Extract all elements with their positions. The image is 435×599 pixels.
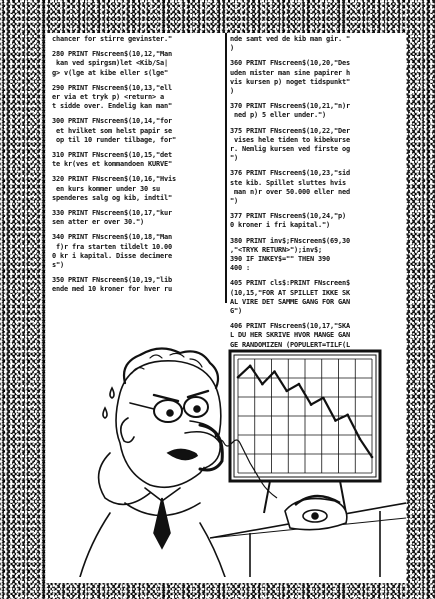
code-line: G") xyxy=(230,307,242,316)
code-line: 350 PRINT FNscreen$(10,19,"lib xyxy=(52,276,172,285)
chart-point xyxy=(310,403,313,406)
code-line: 330 PRINT FNscreen$(10,17,"kur xyxy=(52,209,172,218)
chart-point xyxy=(273,370,276,373)
chart-point xyxy=(261,383,264,386)
chart-point xyxy=(322,396,325,399)
code-line: 290 PRINT FNscreen$(10,13,"ell xyxy=(52,83,172,92)
code-line: 400 : xyxy=(230,264,250,273)
cartoon-man xyxy=(80,348,225,577)
code-line: vises hele tiden to kibekurse xyxy=(230,135,350,144)
code-line: er via et tryk p) <return> a xyxy=(52,93,164,102)
code-line: en kurs kommer under 30 su xyxy=(52,184,160,193)
code-line: 320 PRINT FNscreen$(10,16,"Hvis xyxy=(52,175,176,184)
code-line: ) xyxy=(230,44,234,53)
code-line: AL VIRE DET SAMME GANG FOR GAN xyxy=(230,297,350,306)
code-line: f)r fra starten tildelt 10.00 xyxy=(52,242,172,251)
code-line: 310 PRINT FNscreen$(10,15,"det xyxy=(52,151,172,160)
chart-point xyxy=(249,365,252,368)
code-column-right xyxy=(230,35,402,359)
code-line: 370 PRINT FNscreen$(10,21,"n)r xyxy=(230,102,350,111)
code-line: kan ved spirgsm)let <Kib/Sa| xyxy=(52,59,168,68)
code-line: s") xyxy=(52,261,64,270)
chart-point xyxy=(359,438,362,441)
code-line: GE RANDOMIZEN (POPULERT=TILF(L xyxy=(230,340,350,349)
code-line: nde samt ved de kib man gir. " xyxy=(230,35,350,43)
code-line: r. Nemlig kursen ved firste og xyxy=(230,145,350,154)
code-line: et hvilket som helst papir se xyxy=(52,126,172,135)
code-line: t sidde over. Endelig kan man" xyxy=(52,102,172,111)
chart-point xyxy=(298,383,301,386)
column-divider xyxy=(225,33,227,303)
code-line: ste kib. Spillet sluttes hvis xyxy=(230,178,346,187)
code-line: ") xyxy=(230,197,238,206)
code-line: g> v(lge at kibe eller s(lge" xyxy=(52,68,168,77)
code-line: te kr(ves et kommandoen KURVE" xyxy=(52,160,172,169)
code-line: ,"<TRYK RETURN>");inv$; xyxy=(230,245,322,254)
code-line: ") xyxy=(230,154,238,163)
code-line: 0 kr i kapital. Disse decimere xyxy=(52,251,172,260)
code-line: (10,15,"FOR AT SPILLET IKKE SK xyxy=(230,288,350,297)
code-line: 376 PRINT FNscreen$(10,23,"sid xyxy=(230,169,350,178)
code-line: 340 PRINT FNscreen$(10,18,"Man xyxy=(52,233,172,242)
code-line: 300 PRINT FNscreen$(10,14,"for xyxy=(52,117,172,126)
code-line: ende med 10 kroner for hver ru xyxy=(52,285,172,294)
chart-point xyxy=(334,419,337,422)
code-line: uden mister man sine papirer h xyxy=(230,68,350,77)
chart-point xyxy=(346,414,349,417)
page-content xyxy=(46,33,406,583)
code-line: sen atter er over 30.") xyxy=(52,218,144,227)
code-line: 406 PRINT FNscreen$(10,17,"SKA xyxy=(230,322,350,331)
chart-point xyxy=(285,390,288,393)
code-column-left xyxy=(52,35,224,295)
code-line: 0 kroner i fri kapital.") xyxy=(230,221,330,230)
stock-chart-board xyxy=(230,351,380,513)
code-line: 375 PRINT FNscreen$(10,22,"Der xyxy=(230,126,350,135)
code-line: chancer for stirre gevinster." xyxy=(52,35,172,43)
cartoon-illustration xyxy=(50,333,406,577)
code-line: man n)r over 50.000 eller ned xyxy=(230,187,350,196)
code-line: vis kursen p) noget tidspunkt" xyxy=(230,77,350,86)
telephone xyxy=(285,496,347,530)
code-line: spenderes salg og kib, indtil" xyxy=(52,193,172,202)
code-line: 280 PRINT FNscreen$(10,12,"Man xyxy=(52,50,172,59)
code-line: 360 PRINT FNscreen$(10,20,"Des xyxy=(230,59,350,68)
code-line: 377 PRINT FNscreen$(10,24,"p) xyxy=(230,212,346,221)
code-line: ) xyxy=(230,87,234,96)
code-line: 405 PRINT cls$:PRINT FNscreen$ xyxy=(230,279,350,288)
code-line: ned p) 5 eller under.") xyxy=(230,111,326,120)
code-line: 380 PRINT inv$;FNscreen$(69,30 xyxy=(230,236,350,245)
code-line: op til 10 runder tilbage, for" xyxy=(52,135,176,144)
code-line: 390 IF INKEY$="" THEN 390 xyxy=(230,255,330,264)
chart-point xyxy=(371,456,374,459)
page-number: 30 xyxy=(48,571,59,580)
code-line: L DU HER SKRIVE HVOR MANGE GAN xyxy=(230,331,350,340)
chart-point xyxy=(237,376,240,379)
